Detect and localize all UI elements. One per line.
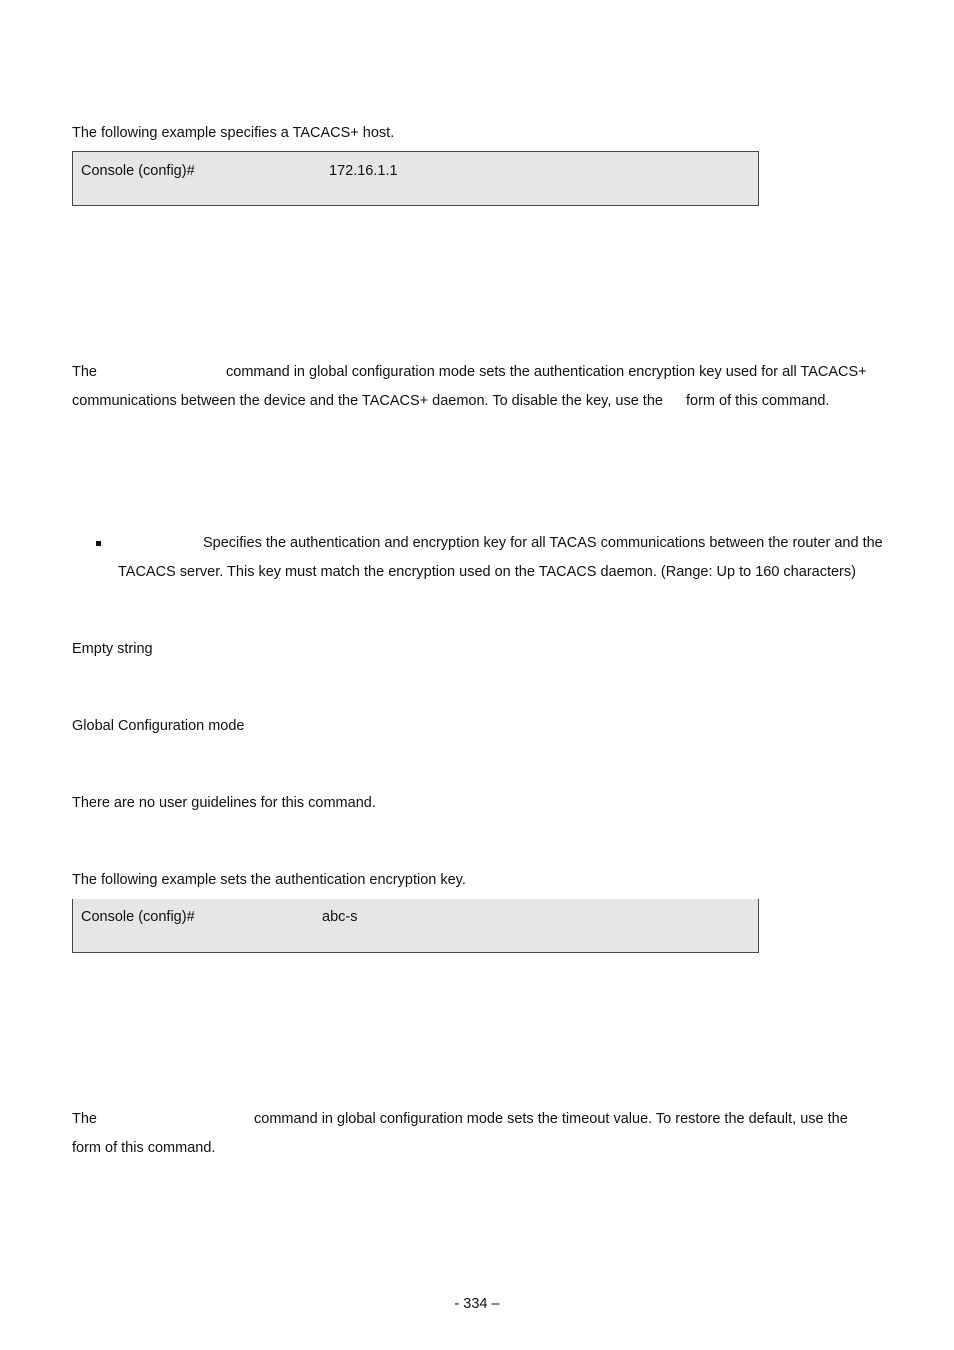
parameter-description-line1: Specifies the authentication and encryption key for all TACAS communications between the router and the xyxy=(203,535,883,551)
example-intro-text: The following example sets the authentication encryption key. xyxy=(72,872,466,888)
user-guidelines: There are no user guidelines for this command. xyxy=(72,795,376,811)
code-prompt: Console (config)# xyxy=(81,163,195,179)
bullet-marker xyxy=(96,541,101,546)
default-value: Empty string xyxy=(72,641,153,657)
description-the: The xyxy=(72,364,97,380)
code-prompt: Console (config)# xyxy=(81,909,195,925)
command-mode: Global Configuration mode xyxy=(72,718,245,734)
example-intro-text: The following example specifies a TACACS+ host. xyxy=(72,125,395,141)
code-argument: 172.16.1.1 xyxy=(329,163,398,179)
description-line2-b: form of this command. xyxy=(686,393,830,409)
description-line1: command in global configuration mode sets the timeout value. To restore the default, use the xyxy=(254,1111,848,1127)
description-the: The xyxy=(72,1111,97,1127)
parameter-description-line2: TACACS server. This key must match the encryption used on the TACACS daemon. (Range: Up to 160 characters) xyxy=(118,564,856,580)
code-example-box xyxy=(72,899,759,953)
description-line2-a: communications between the device and the TACACS+ daemon. To disable the key, use the xyxy=(72,393,663,409)
page-number: - 334 – xyxy=(454,1296,500,1312)
code-argument: abc-s xyxy=(322,909,358,925)
description-line1: command in global configuration mode sets the authentication encryption key used for all TACACS+ xyxy=(226,364,867,380)
code-example-box xyxy=(72,151,759,206)
description-line2: form of this command. xyxy=(72,1140,216,1156)
